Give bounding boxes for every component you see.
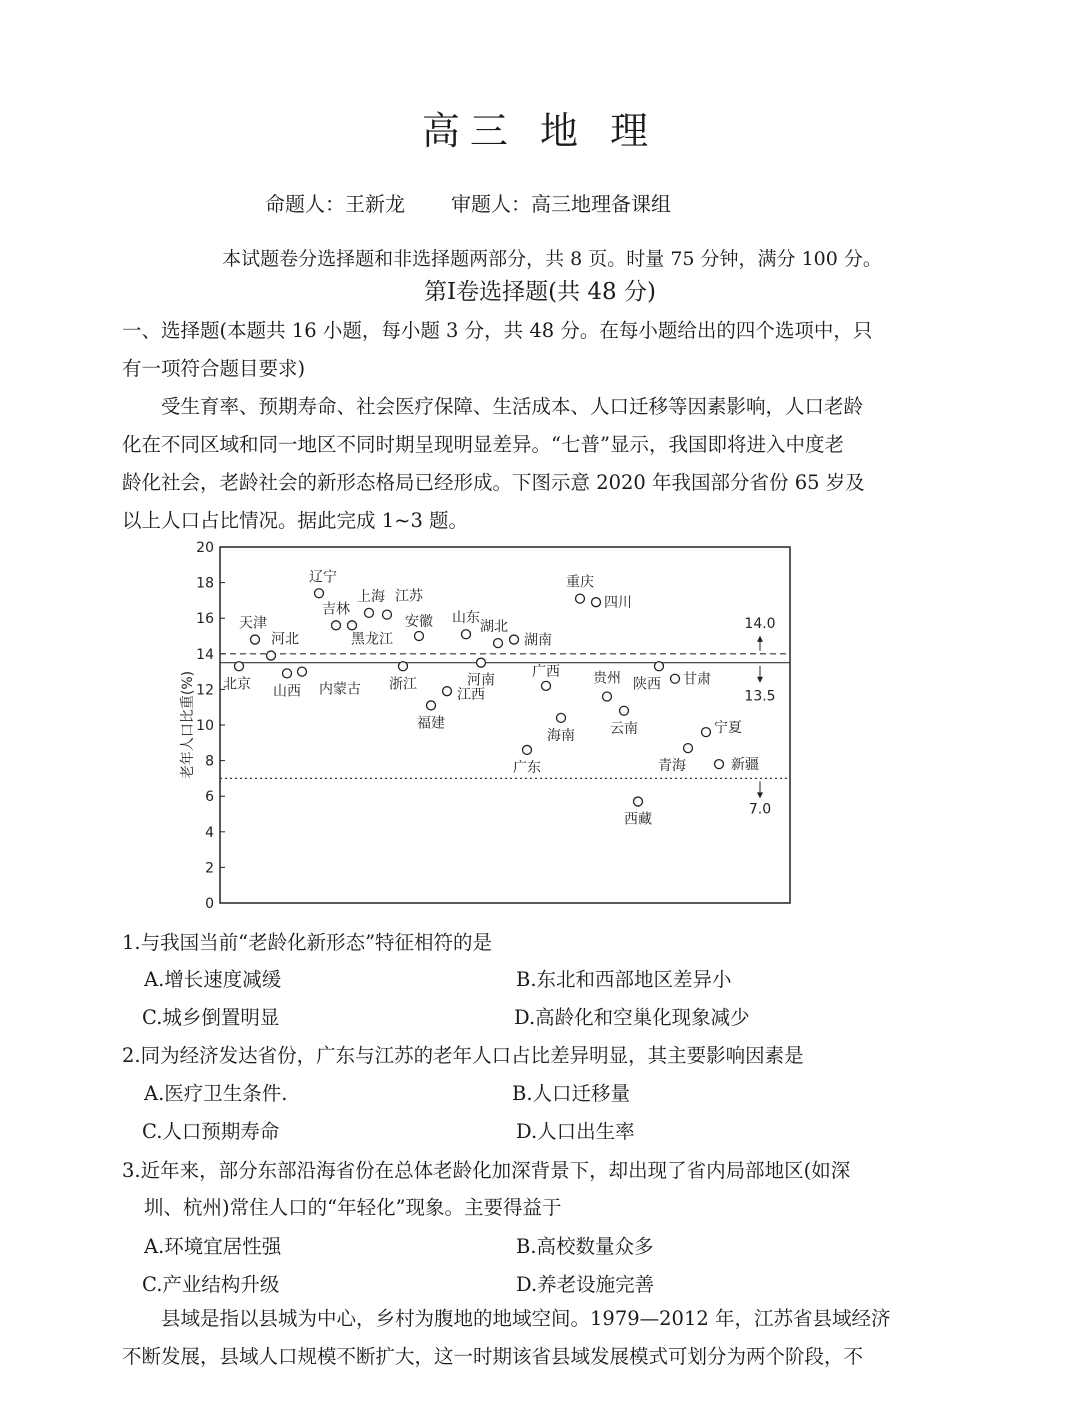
q2-option-b: B.人口迁移量 [512, 1082, 631, 1105]
reference-label-14: 14.0 [744, 615, 776, 632]
data-point [634, 797, 643, 806]
point-label: 江苏 [395, 588, 423, 605]
y-tick-label: 10 [196, 718, 214, 734]
q3-option-a: A.环境宜居性强 [144, 1235, 282, 1258]
y-tick-label: 12 [196, 682, 214, 699]
data-point [298, 667, 307, 676]
data-point [383, 610, 392, 619]
material-2-line-1: 县域是指以县城为中心，乡村为腹地的地域空间。1979—2012 年，江苏省县域经济 [161, 1307, 891, 1330]
q3-option-c: C.产业结构升级 [142, 1273, 280, 1296]
point-label: 山东 [452, 610, 480, 627]
material-2 [122, 1300, 967, 1376]
reference-label-7: 7.0 [748, 801, 772, 818]
point-label: 山西 [273, 683, 301, 700]
material-1-line-4: 以上人口占比情况。据此完成 1~3 题。 [122, 509, 469, 532]
page-title: 高三 地 理 [421, 109, 659, 153]
y-tick-label: 18 [196, 575, 214, 592]
point-label: 广西 [532, 663, 560, 680]
data-point [655, 662, 664, 671]
point-label: 江西 [457, 687, 485, 704]
data-point [576, 594, 585, 603]
y-tick-label: 14 [196, 646, 214, 663]
point-label: 新疆 [731, 757, 759, 774]
question-1-stem: 1.与我国当前“老龄化新形态”特征相符的是 [122, 931, 493, 954]
data-point [365, 608, 374, 617]
data-point [715, 760, 724, 769]
q2-option-a: A.医疗卫生条件. [144, 1082, 288, 1105]
point-label: 陕西 [633, 676, 661, 693]
y-axis-label: 老年人口比重(%) [180, 670, 196, 780]
down-arrow-icon [757, 677, 763, 683]
data-point [315, 589, 324, 598]
aging-scatter-chart [0, 530, 1080, 915]
point-label: 黑龙江 [351, 631, 393, 648]
data-point [462, 630, 471, 639]
point-label: 四川 [604, 595, 632, 612]
data-point [702, 728, 711, 737]
y-tick-label: 2 [205, 860, 214, 877]
y-tick-label: 16 [196, 611, 214, 628]
data-point [348, 621, 357, 630]
reviewer: 审题人：高三地理备课组 [451, 192, 671, 216]
y-tick-label: 20 [196, 540, 214, 556]
section-line-2: 有一项符合题目要求) [122, 357, 306, 380]
point-label: 湖北 [480, 619, 508, 636]
data-point [477, 658, 486, 667]
material-1-line-3: 龄化社会，老龄社会的新形态格局已经形成。下图示意 2020 年我国部分省份 65 岁及 [122, 471, 865, 494]
data-point [523, 745, 532, 754]
question-3-stem-cont: 圳、杭州)常住人口的“年轻化”现象。主要得益于 [144, 1196, 562, 1219]
material-1-line-1: 受生育率、预期寿命、社会医疗保障、生活成本、人口迁移等因素影响，人口老龄 [161, 395, 864, 418]
data-point [399, 662, 408, 671]
question-3-stem: 3.近年来，部分东部沿海省份在总体老龄化加深背景下，却出现了省内局部地区(如深 [122, 1159, 851, 1182]
point-label: 海南 [547, 727, 575, 744]
point-label: 甘肃 [683, 671, 711, 688]
data-point [603, 692, 612, 701]
point-label: 天津 [239, 615, 267, 632]
point-label: 云南 [610, 720, 638, 737]
point-label: 吉林 [322, 601, 350, 618]
data-point [427, 701, 436, 710]
exam-intro: 本试题卷分选择题和非选择题两部分，共 8 页。时量 75 分钟，满分 100 分。 [222, 248, 882, 270]
up-arrow-icon [757, 636, 763, 642]
point-label: 湖南 [524, 632, 552, 649]
reference-label-13-5: 13.5 [744, 688, 776, 705]
data-point [283, 669, 292, 678]
part-title: 第Ⅰ卷选择题(共 48 分) [424, 279, 656, 305]
point-label: 浙江 [389, 676, 417, 693]
material-1-line-2: 化在不同区域和同一地区不同时期呈现明显差异。“七普”显示，我国即将进入中度老 [122, 433, 844, 456]
point-label: 安徽 [405, 614, 433, 630]
q2-option-c: C.人口预期寿命 [142, 1120, 280, 1143]
point-label: 福建 [417, 715, 445, 732]
y-tick-label: 8 [205, 753, 214, 770]
material-2-line-2: 不断发展，县域人口规模不断扩大，这一时期该省县域发展模式可划分为两个阶段，不 [122, 1345, 864, 1368]
data-point [671, 674, 680, 683]
data-point [251, 635, 260, 644]
point-label: 重庆 [566, 574, 594, 591]
data-point [443, 687, 452, 696]
data-point [557, 713, 566, 722]
q1-option-c: C.城乡倒置明显 [142, 1006, 280, 1029]
y-tick-label: 4 [205, 824, 214, 841]
q3-option-b: B.高校数量众多 [516, 1235, 654, 1258]
point-label: 辽宁 [309, 569, 337, 586]
q1-option-d: D.高龄化和空巢化现象减少 [514, 1006, 750, 1029]
point-label: 上海 [357, 588, 385, 605]
data-point [415, 632, 424, 641]
data-point [267, 651, 276, 660]
point-label: 河北 [271, 631, 299, 648]
point-label: 河南 [467, 672, 495, 689]
section-instructions [122, 312, 967, 388]
data-point [592, 598, 601, 607]
section-line-1: 一、选择题(本题共 16 小题，每小题 3 分，共 48 分。在每小题给出的四个选项中，只 [122, 319, 873, 342]
down-arrow-icon [757, 792, 763, 798]
y-tick-label: 0 [205, 896, 214, 912]
q1-option-b: B.东北和西部地区差异小 [516, 968, 732, 991]
plot-frame [220, 547, 790, 903]
q1-option-a: A.增长速度减缓 [144, 968, 282, 991]
author-line [265, 188, 671, 217]
point-label: 内蒙古 [319, 681, 361, 698]
point-label: 青海 [658, 758, 686, 775]
point-label: 广东 [513, 759, 541, 776]
point-label: 西藏 [624, 811, 652, 828]
data-point [510, 635, 519, 644]
data-point [542, 681, 551, 690]
data-point [235, 662, 244, 671]
point-label: 北京 [223, 676, 251, 693]
data-point [332, 621, 341, 630]
data-point [494, 639, 503, 648]
point-label: 贵州 [593, 670, 621, 687]
q2-option-d: D.人口出生率 [516, 1120, 635, 1143]
material-1 [122, 388, 967, 540]
data-point [684, 744, 693, 753]
question-2-stem: 2.同为经济发达省份，广东与江苏的老年人口占比差异明显，其主要影响因素是 [122, 1044, 804, 1067]
author: 命题人：王新龙 [265, 192, 405, 216]
q3-option-d: D.养老设施完善 [516, 1273, 655, 1296]
data-point [620, 706, 629, 715]
point-label: 宁夏 [714, 720, 742, 737]
y-tick-label: 6 [205, 789, 214, 806]
